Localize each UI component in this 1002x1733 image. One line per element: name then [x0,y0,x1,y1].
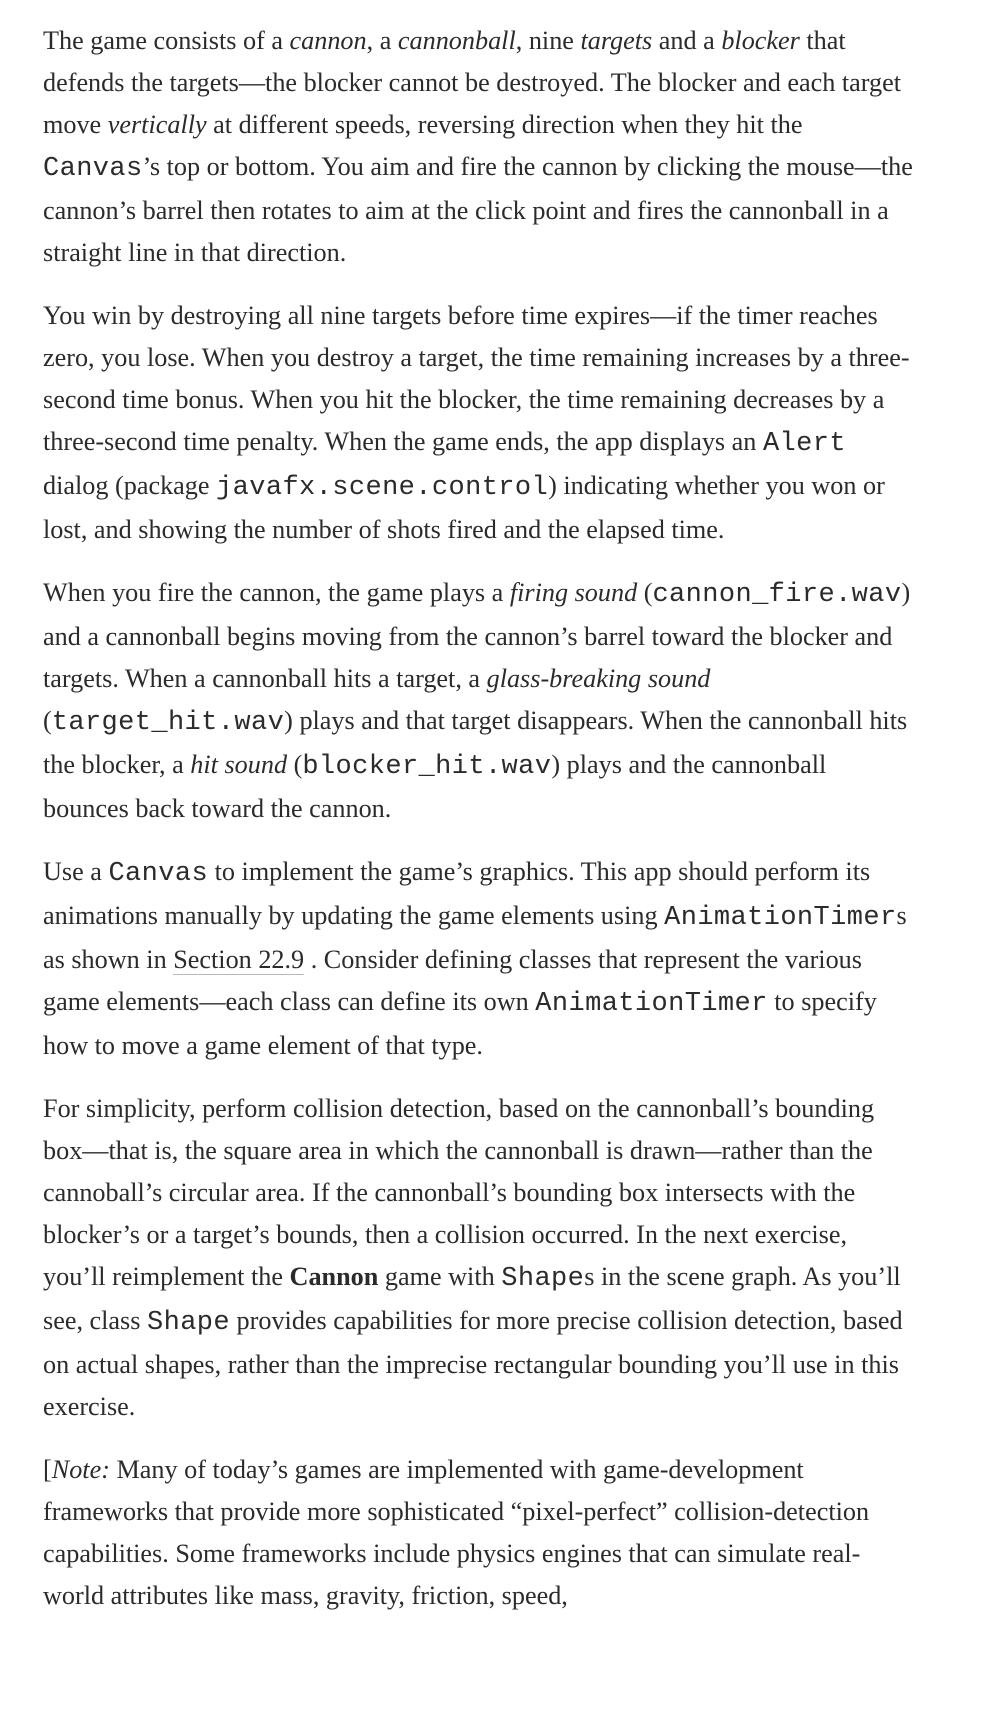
italic-text: cannonball [397,26,516,55]
italic-text: hit sound [190,750,288,779]
text-run: that defends the targets—the blocker cannot be destroyed. The blocker and each target move [43,26,902,139]
paragraph-game-description [43,20,913,274]
text-run: to specify how to move a game element of that type. [43,987,877,1060]
code-text: Shape [146,1308,230,1338]
code-text: cannon_fire.wav [652,580,902,610]
italic-text: targets [580,26,653,55]
text-run: ) plays and that target disappears. When the cannonball hits the blocker, a [43,706,908,779]
text-run: ) and a cannonball begins moving from the cannon’s barrel toward the blocker and targets. When a cannonball hits a target, a [43,578,911,693]
code-text: Canvas [43,154,143,184]
text-run: s as shown in [43,901,907,974]
text-run: ) indicating whether you won or lost, and showing the number of shots fired and the elapsed time. [43,471,885,544]
code-text: javafx.scene.control [216,473,549,503]
code-text: target_hit.wav [51,708,285,738]
text-run: and a [652,26,722,55]
italic-text: glass-breaking sound [486,664,711,693]
bold-text: Cannon [289,1262,379,1291]
code-text: Alert [762,429,846,459]
text-run: dialog (package [43,471,217,500]
text-run: game with [378,1262,502,1291]
code-text: Canvas [108,859,209,889]
italic-text: cannon [289,26,367,55]
paragraph-collision-detection [43,1088,913,1428]
text-run: Many of today’s games are implemented with game-development frameworks that provide more sophisticated “pixel-perfect” collision-detection capabilities. Some frameworks include physics engines that can simulate real-world attributes like mass, gravity, friction, speed, [43,1455,870,1610]
text-run: , nine [515,26,581,55]
text-run: The game consists of a [43,26,290,55]
code-text: AnimationTimer [535,989,768,1019]
paragraph-sounds [43,572,913,830]
text-run: When you fire the cannon, the game plays a [43,578,510,607]
paragraph-note [43,1449,913,1617]
paragraph-canvas-animation [43,851,913,1067]
text-run: You win by destroying all nine targets before time expires—if the timer reaches zero, you lose. When you destroy a target, the time remaining increases by a three-second time bonus. When you hit the blocker, the time remaining decreases by a three-second time penalty. When the game ends, the app displays an [43,301,910,456]
text-run: ( [43,706,52,735]
text-run: Use a [43,857,109,886]
text-run: ( [637,578,653,607]
text-run: at different speeds, reversing direction when they hit the [206,110,803,139]
text-run: [ [43,1455,52,1484]
text-run: to implement the game’s graphics. This app should perform its animations manually by updating the game elements using [43,857,871,930]
italic-text: firing sound [509,578,638,607]
document-body [43,20,913,1638]
paragraph-win-lose-rules [43,295,913,551]
code-text: Shape [501,1264,585,1294]
italic-text: blocker [721,26,800,55]
text-run: ’s top or bottom. You aim and fire the cannon by clicking the mouse—the cannon’s barrel then rotates to aim at the click point and fires the cannonball in a straight line in that direction. [43,152,913,267]
text-run: s in the scene graph. As you’ll see, class [43,1262,901,1335]
code-text: AnimationTimer [664,903,897,933]
text-run: For simplicity, perform collision detection, based on the cannonball’s bounding box—that is, the square area in which the cannonball is drawn—rather than the cannoball’s circular area. If the cannonball’s bounding box intersects with the blocker’s or a target’s bounds, then a collision occurred. In the next exercise, you’ll reimplement the [43,1094,875,1291]
text-run: , a [366,26,398,55]
code-text: blocker_hit.wav [302,752,552,782]
text-run: ( [287,750,303,779]
text-run: provides capabilities for more precise collision detection, based on actual shapes, rather than the imprecise rectangular bounding you’ll use in this exercise. [43,1306,903,1421]
italic-text: vertically [107,110,207,139]
italic-text: Note: [51,1455,110,1484]
text-run: ) plays and the cannonball bounces back toward the cannon. [43,750,827,823]
text-run: . Consider defining classes that represent the various game elements—each class can define its own [43,945,862,1016]
section-link[interactable]: Section 22.9 [173,945,305,974]
